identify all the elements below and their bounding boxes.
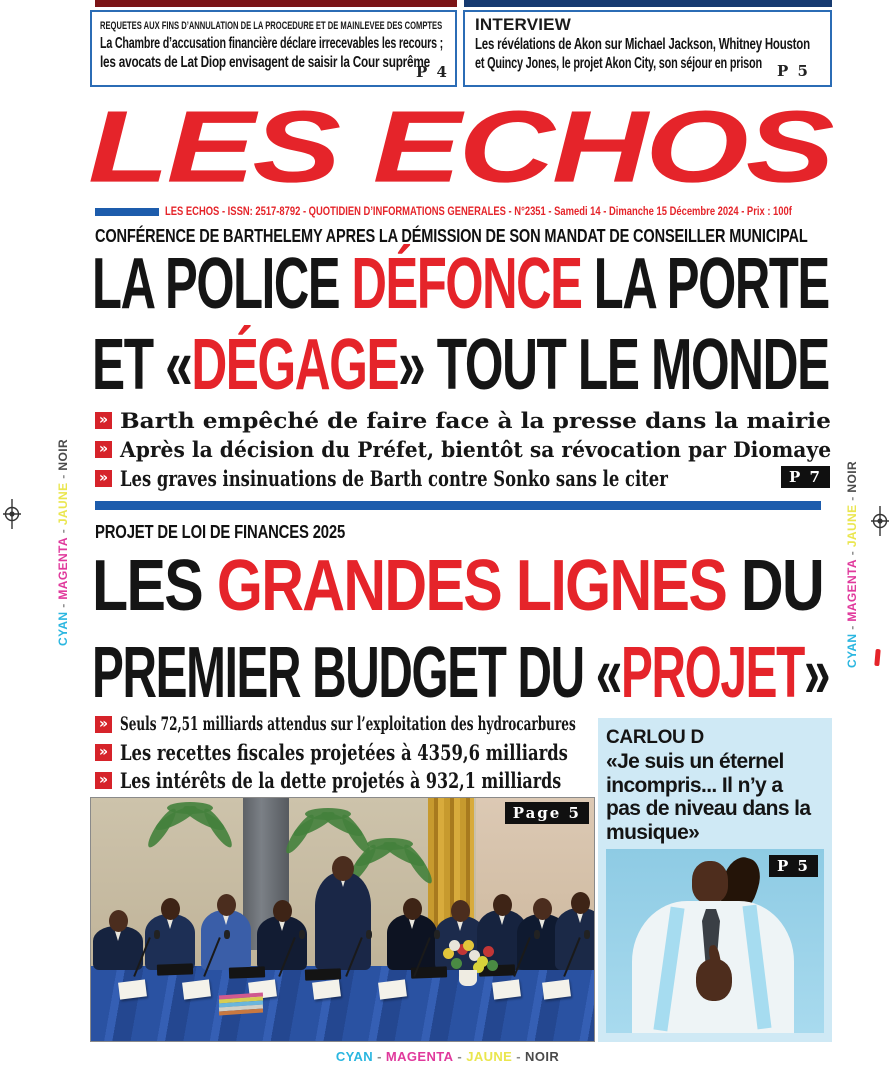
- head: [493, 894, 512, 916]
- cmyk-jaune: JAUNE: [466, 1049, 513, 1064]
- bullet-arrow-icon: »: [95, 470, 112, 487]
- headline-red-text: GRANDES LIGNES: [216, 546, 727, 626]
- budget-headline-line2: [92, 635, 829, 711]
- bullet-item: [95, 710, 595, 738]
- top-print-bar-right: [464, 0, 832, 7]
- carlou-photo: [606, 849, 824, 1033]
- masthead-strapline: LES ECHOS - ISSN: 2517-8792 - QUOTIDIEN D’INFORMATIONS GENERALES - N°2351 - Samedi 14 - Dimanche 15 Décembre 2024 - Prix : 100f: [165, 206, 792, 218]
- head: [403, 898, 422, 920]
- cmyk-sep: -: [373, 1049, 386, 1064]
- name-card: [182, 979, 211, 999]
- lead-headline-line1: [92, 246, 829, 322]
- headline-text: TOUT LE MONDE: [424, 325, 829, 405]
- bullet-item: [95, 406, 832, 435]
- cmyk-sep: -: [56, 470, 70, 483]
- microphone-icon: [584, 930, 590, 939]
- bullet-item: [95, 464, 832, 493]
- laptop: [157, 963, 193, 975]
- cmyk-noir: NOIR: [845, 460, 859, 493]
- vase: [459, 970, 477, 986]
- official-figure: [555, 908, 595, 970]
- head: [571, 892, 590, 914]
- name-card: [378, 979, 407, 999]
- bullet-arrow-icon: »: [95, 412, 112, 429]
- bullet-text: Seuls 72,51 milliards attendus sur l’exploitation des hydrocarbures: [120, 713, 576, 735]
- cmyk-sep: -: [56, 599, 70, 612]
- teaser-headline-line: et Quincy Jones, le projet Akon City, son séjour en prison: [475, 55, 762, 72]
- headline-red-text: PROJET: [620, 633, 804, 713]
- cmyk-noir: NOIR: [525, 1049, 560, 1064]
- registration-mark-icon: [1, 499, 23, 529]
- name-card: [118, 979, 147, 999]
- strap-bar: [95, 208, 159, 216]
- teaser-headline-line: les avocats de Lat Diop envisagent de saisir la Cour suprême: [100, 54, 430, 71]
- cmyk-jaune: JAUNE: [56, 482, 70, 526]
- masthead-strapline-row: [95, 206, 832, 218]
- bullet-text: Barth empêché de faire face à la presse dans la mairie: [120, 408, 831, 433]
- microphone-icon: [224, 930, 230, 939]
- cmyk-sep: -: [845, 547, 859, 560]
- lead-bullet-list: [95, 406, 832, 493]
- bullet-arrow-icon: »: [95, 772, 112, 789]
- conference-table: [91, 966, 594, 1041]
- top-left-teaser-box: [90, 10, 457, 87]
- laptop: [229, 966, 265, 978]
- cmyk-sep: -: [845, 621, 859, 634]
- quote-open: «: [165, 325, 192, 405]
- headline-text: DU: [726, 546, 824, 626]
- cmyk-magenta: MAGENTA: [845, 559, 859, 622]
- teaser-headline-line: Les révélations de Akon sur Michael Jackson, Whitney Houston: [475, 36, 810, 53]
- bullet-item: [95, 766, 595, 794]
- microphone-icon: [366, 930, 372, 939]
- flower-bouquet: [463, 940, 474, 951]
- head: [533, 898, 552, 920]
- palm-leaf-icon: [200, 806, 236, 851]
- cmyk-jaune: JAUNE: [845, 504, 859, 548]
- cmyk-sep: -: [453, 1049, 467, 1064]
- lead-kicker: CONFÉRENCE DE BARTHELEMY APRES LA DÉMISSION DE SON MANDAT DE CONSEILLER MUNICIPAL: [95, 226, 808, 246]
- bullet-text: Les intérêts de la dette projetés à 932,1 milliards: [120, 767, 562, 793]
- masthead: [88, 89, 832, 205]
- budget-bullet-list: [95, 710, 595, 794]
- cmyk-strip-right: [845, 461, 859, 668]
- cmyk-magenta: MAGENTA: [385, 1049, 454, 1064]
- teaser-kicker: INTERVIEW: [475, 15, 571, 34]
- headline-text: LA PORTE: [581, 244, 829, 324]
- quote-open: «: [595, 633, 621, 713]
- top-print-bar-left: [95, 0, 457, 7]
- section-divider: [95, 501, 821, 510]
- lead-headline-line2: [92, 327, 829, 403]
- cmyk-sep: -: [512, 1049, 526, 1064]
- head: [109, 910, 128, 932]
- cmyk-sep: -: [56, 525, 70, 538]
- microphone-icon: [299, 930, 305, 939]
- headline-text: PREMIER BUDGET DU: [92, 633, 596, 713]
- bullet-text: Les recettes fiscales projetées à 4359,6 milliards: [120, 739, 568, 765]
- bullet-arrow-icon: »: [95, 716, 112, 733]
- hand: [696, 959, 732, 1001]
- flower-bouquet: [483, 946, 494, 957]
- head: [332, 856, 354, 881]
- headline-text: LES: [92, 546, 217, 626]
- head: [217, 894, 236, 916]
- head: [273, 900, 292, 922]
- microphone-icon: [534, 930, 540, 939]
- bullet-arrow-icon: »: [95, 744, 112, 761]
- bullet-arrow-icon: »: [95, 441, 112, 458]
- headline-text: LA POLICE: [92, 244, 352, 324]
- cmyk-cyan: CYAN: [56, 611, 70, 646]
- officials-photo: [90, 797, 595, 1042]
- cmyk-strip-bottom: [0, 1049, 895, 1064]
- bullet-item: [95, 435, 832, 464]
- masthead-title: LES ECHOS: [88, 89, 832, 205]
- carlou-kicker: CARLOU D: [606, 727, 704, 748]
- cmyk-sep: -: [845, 492, 859, 505]
- bullet-item: [95, 738, 595, 766]
- budget-kicker: PROJET DE LOI DE FINANCES 2025: [95, 522, 346, 542]
- photo-page-badge: Page 5: [505, 802, 589, 824]
- budget-headline-line1: [92, 548, 823, 624]
- top-right-teaser-box: [463, 10, 832, 87]
- head: [451, 900, 470, 922]
- cmyk-strip-left: [56, 439, 70, 646]
- microphone-icon: [154, 930, 160, 939]
- flower-bouquet: [451, 958, 462, 969]
- cmyk-noir: NOIR: [56, 438, 70, 471]
- quote-close: »: [803, 633, 830, 713]
- carlou-panel: [598, 718, 832, 1042]
- teaser-headline-line: La Chambre d’accusation financière déclare irrecevables les recours ;: [100, 35, 443, 52]
- page-badge: P 7: [781, 466, 830, 488]
- name-card: [542, 979, 571, 999]
- flower-bouquet: [449, 940, 460, 951]
- headline-red-text: DÉFONCE: [351, 244, 582, 324]
- headline-red-text: DÉGAGE: [191, 325, 399, 405]
- page-ref: P 4: [416, 63, 449, 81]
- name-card: [312, 979, 341, 999]
- bullet-text: Après la décision du Préfet, bientôt sa révocation par Diomaye: [120, 437, 832, 462]
- headline-text: ET: [92, 325, 166, 405]
- face: [692, 861, 728, 903]
- carlou-page-badge: P 5: [769, 855, 818, 877]
- red-registration-dash: [874, 649, 880, 666]
- teaser-kicker: REQUETES AUX FINS D’ANNULATION DE LA PROCEDURE ET DE MAINLEVEE DES COMPTES: [100, 20, 443, 32]
- registration-mark-icon: [869, 506, 891, 536]
- cmyk-cyan: CYAN: [845, 633, 859, 668]
- name-card: [492, 979, 521, 999]
- microphone-icon: [434, 930, 440, 939]
- flower-bouquet: [487, 960, 498, 971]
- page-ref: P 5: [777, 62, 810, 80]
- cmyk-magenta: MAGENTA: [56, 537, 70, 600]
- carlou-quote: «Je suis un éternel incompris... Il n’y a pas de niveau dans la musique»: [606, 750, 811, 844]
- bullet-text: Les graves insinuations de Barth contre Sonko sans le citer: [120, 466, 668, 491]
- quote-close: »: [398, 325, 425, 405]
- head: [161, 898, 180, 920]
- cmyk-cyan: CYAN: [335, 1049, 374, 1064]
